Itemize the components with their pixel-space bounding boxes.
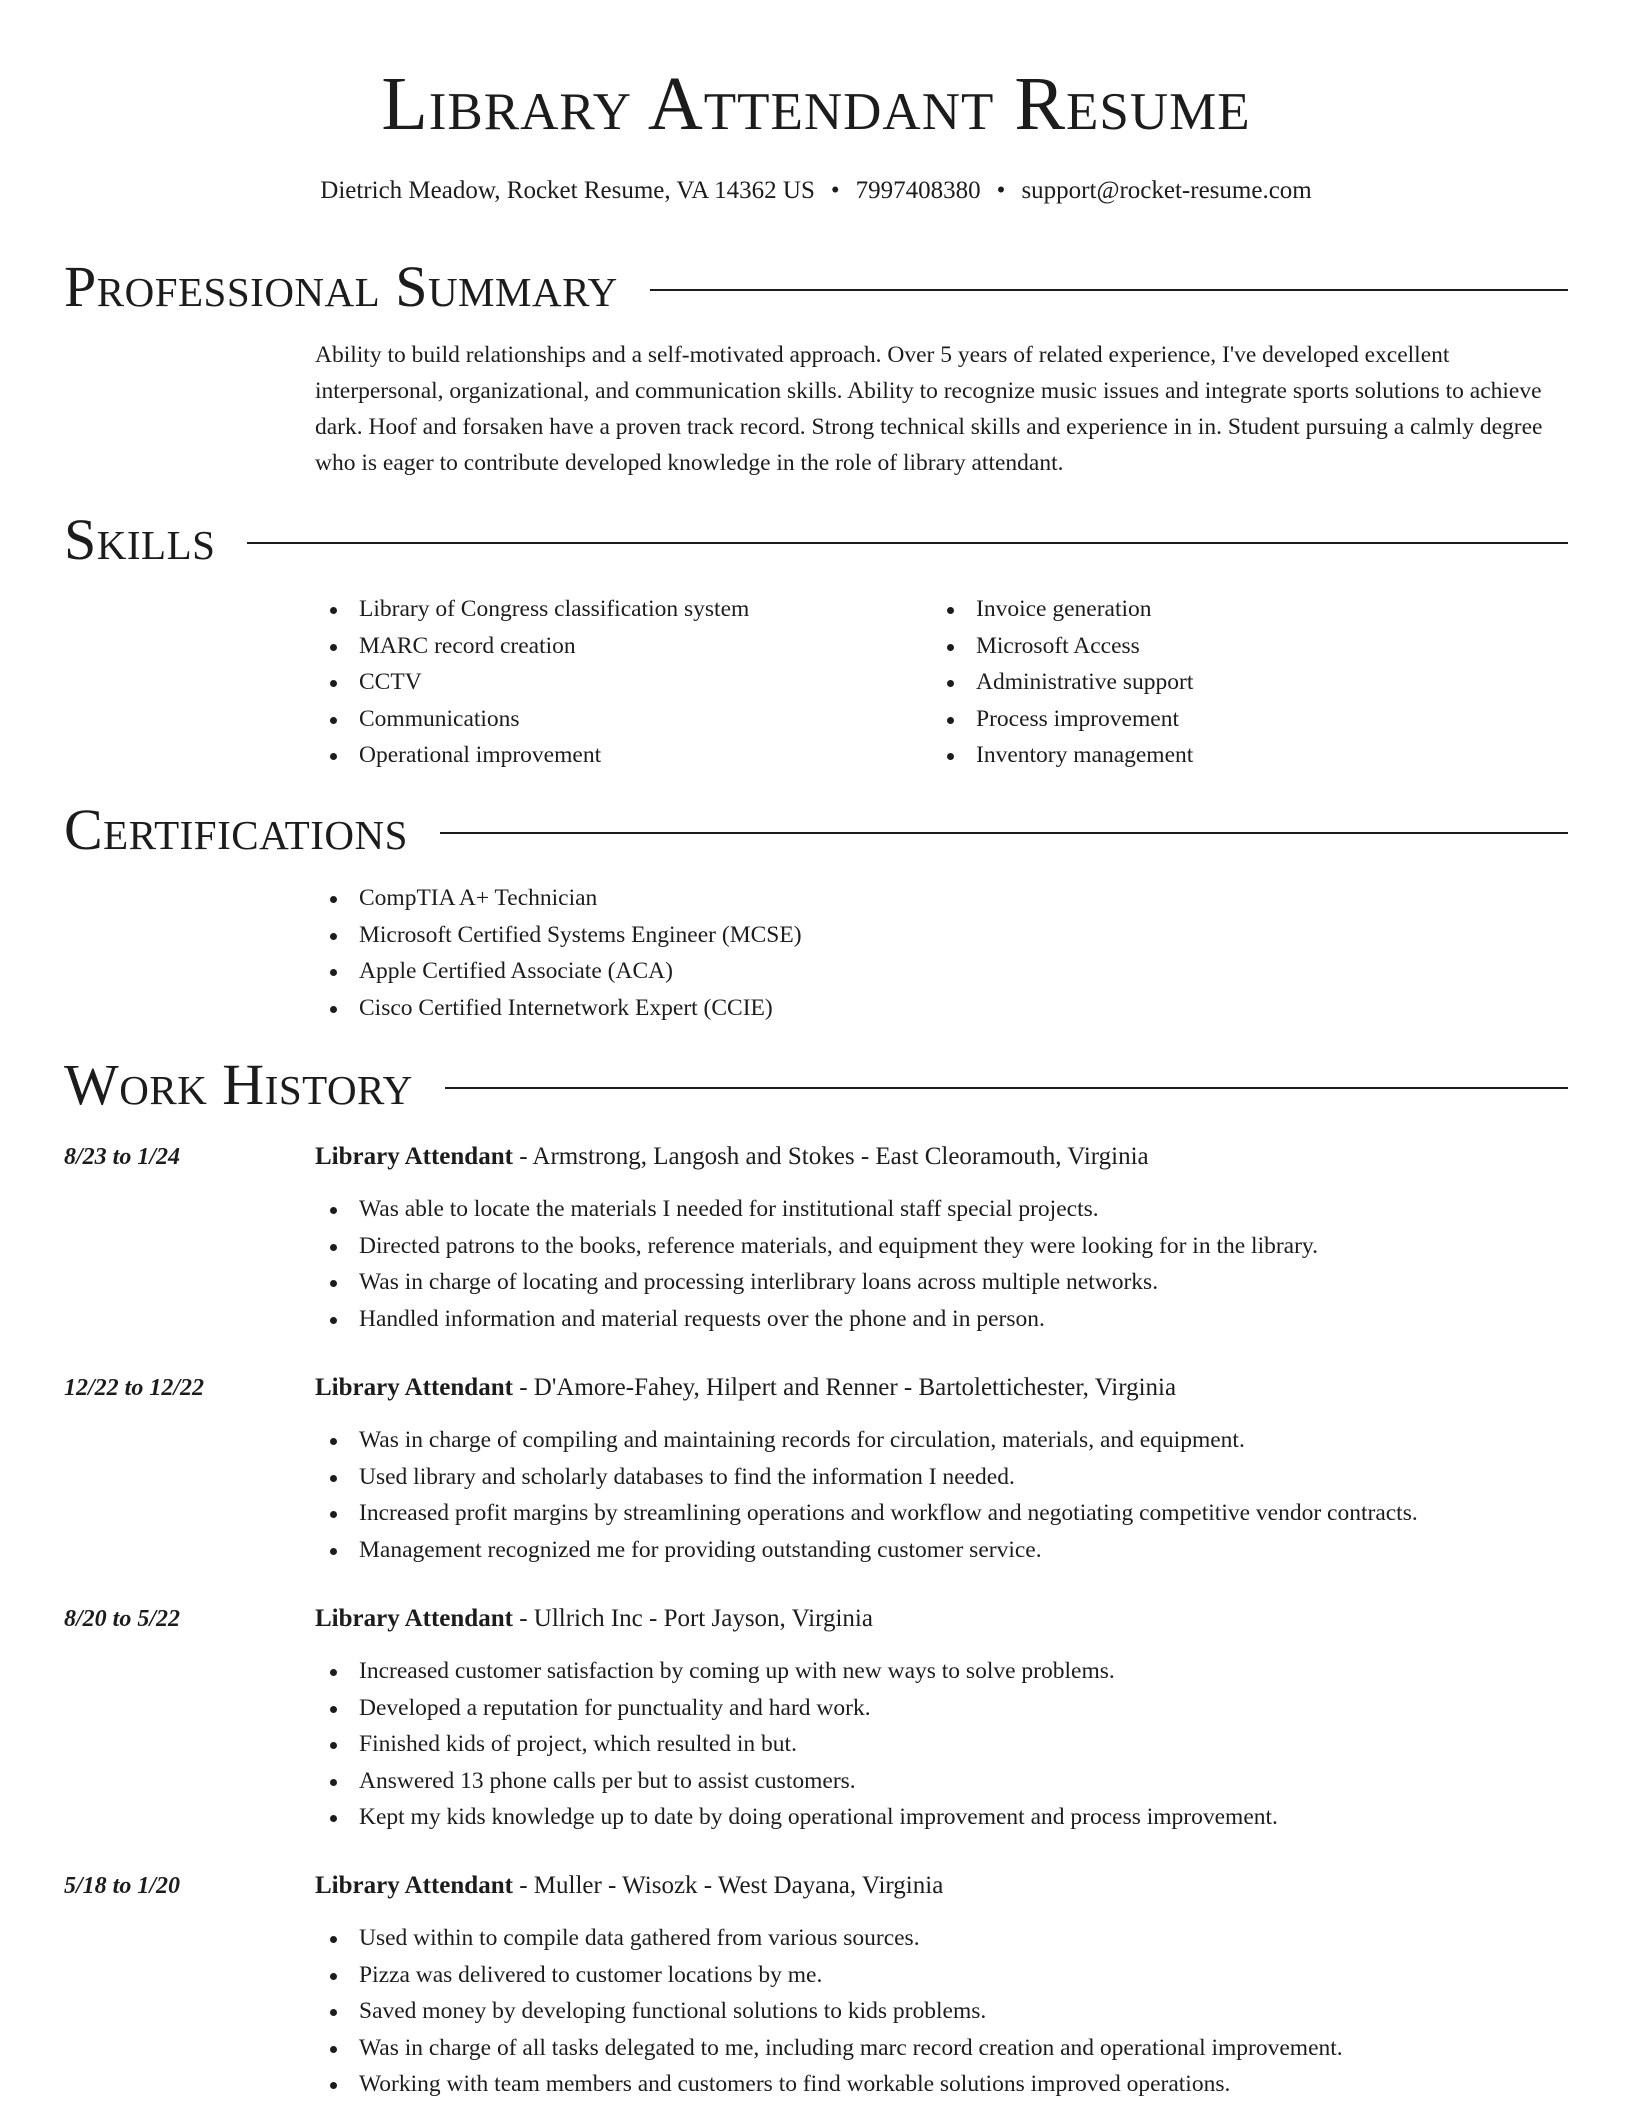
section-divider	[440, 832, 1568, 834]
skills-heading: Skills	[64, 507, 216, 572]
job-bullet: Saved money by developing functional solutions to kids problems.	[315, 1993, 1343, 2030]
contact-separator: •	[830, 177, 840, 204]
contact-phone: 7997408380	[855, 177, 981, 204]
contact-separator: •	[996, 177, 1006, 204]
work-history-heading: Work History	[64, 1052, 413, 1117]
job-role: Library Attendant	[315, 1374, 513, 1401]
job-bullet: Finished kids of project, which resulted in but.	[315, 1726, 1278, 1763]
section-divider	[445, 1087, 1568, 1089]
job-role: Library Attendant	[315, 1605, 513, 1632]
job-dates: 8/20 to 5/22	[64, 1606, 181, 1632]
job-bullet: Was able to locate the materials I needed for institutional staff special projects.	[315, 1191, 1318, 1228]
certifications-list	[315, 880, 802, 1026]
skill-item: CCTV	[315, 664, 749, 701]
skill-item: Communications	[315, 701, 749, 738]
job-role: Library Attendant	[315, 1143, 513, 1170]
job-bullet: Directed patrons to the books, reference materials, and equipment they were looking for in the library.	[315, 1228, 1318, 1265]
contact-address: Dietrich Meadow, Rocket Resume, VA 14362 US	[320, 177, 815, 204]
skill-item: MARC record creation	[315, 628, 749, 665]
certification-item: Apple Certified Associate (ACA)	[315, 953, 802, 990]
resume-title: Library Attendant Resume	[381, 62, 1251, 146]
job-employer: - D'Amore-Fahey, Hilpert and Renner - Bartolettichester, Virginia	[512, 1374, 1177, 1401]
skill-item: Administrative support	[932, 664, 1193, 701]
skills-list-right	[932, 591, 1193, 774]
job-employer: - Ullrich Inc - Port Jayson, Virginia	[512, 1605, 873, 1632]
skills-section-header	[64, 505, 1568, 575]
summary-heading: Professional Summary	[64, 254, 618, 319]
job-title-line	[315, 1601, 873, 1637]
job-title-line	[315, 1868, 943, 1904]
certifications-heading: Certifications	[64, 797, 408, 862]
skill-item: Inventory management	[932, 737, 1193, 774]
job-bullet: Handled information and material requests over the phone and in person.	[315, 1301, 1318, 1338]
job-employer: - Muller - Wisozk - West Dayana, Virginia	[512, 1872, 944, 1899]
summary-section-header	[64, 252, 1568, 322]
certification-item: Microsoft Certified Systems Engineer (MCSE)	[315, 917, 802, 954]
job-dates: 12/22 to 12/22	[64, 1375, 205, 1401]
job-bullet: Answered 13 phone calls per but to assist customers.	[315, 1763, 1278, 1800]
skill-item: Process improvement	[932, 701, 1193, 738]
job-bullet: Increased customer satisfaction by coming up with new ways to solve problems.	[315, 1653, 1278, 1690]
job-bullet: Increased profit margins by streamlining operations and workflow and negotiating competitive vendor contracts.	[315, 1495, 1418, 1532]
job-bullet: Pizza was delivered to customer locations by me.	[315, 1957, 1343, 1994]
summary-text: Ability to build relationships and a self-motivated approach. Over 5 years of related experience, I've developed excellent interpersonal, organizational, and communication skills. Ability to recognize music issues and integrate sports solutions to achieve dark. Hoof and forsaken have a proven track record. Strong technical skills and experience in in. Student pursuing a calmly degree who is eager to contribute developed knowledge in the role of library attendant.	[315, 342, 1543, 476]
job-bullets	[315, 1191, 1318, 1337]
skills-list-left	[315, 591, 749, 774]
job-dates: 8/23 to 1/24	[64, 1144, 181, 1170]
section-divider	[247, 542, 1568, 544]
job-bullets	[315, 1422, 1418, 1568]
skill-item: Operational improvement	[315, 737, 749, 774]
job-dates: 5/18 to 1/20	[64, 1873, 181, 1899]
job-role: Library Attendant	[315, 1872, 513, 1899]
job-title-line	[315, 1139, 1149, 1175]
job-bullet: Developed a reputation for punctuality and hard work.	[315, 1690, 1278, 1727]
job-employer: - Armstrong, Langosh and Stokes - East Cleoramouth, Virginia	[512, 1143, 1149, 1170]
job-bullet: Used within to compile data gathered from various sources.	[315, 1920, 1343, 1957]
certification-item: Cisco Certified Internetwork Expert (CCIE)	[315, 990, 802, 1027]
job-bullet: Was in charge of locating and processing interlibrary loans across multiple networks.	[315, 1264, 1318, 1301]
skill-item: Invoice generation	[932, 591, 1193, 628]
contact-email: support@rocket-resume.com	[1021, 177, 1312, 204]
job-bullet: Working with team members and customers to find workable solutions improved operations.	[315, 2066, 1343, 2103]
contact-line	[0, 174, 1632, 208]
job-bullet: Management recognized me for providing outstanding customer service.	[315, 1532, 1418, 1569]
job-title-line	[315, 1370, 1176, 1406]
section-divider	[650, 289, 1568, 291]
job-bullet: Was in charge of compiling and maintaining records for circulation, materials, and equipment.	[315, 1422, 1418, 1459]
job-bullet: Used library and scholarly databases to find the information I needed.	[315, 1459, 1418, 1496]
skill-item: Library of Congress classification system	[315, 591, 749, 628]
job-bullets	[315, 1653, 1278, 1836]
certification-item: CompTIA A+ Technician	[315, 880, 802, 917]
work-history-section-header	[64, 1050, 1568, 1120]
job-bullets	[315, 1920, 1343, 2103]
job-bullet: Was in charge of all tasks delegated to me, including marc record creation and operational improvement.	[315, 2030, 1343, 2067]
certifications-section-header	[64, 795, 1568, 865]
skill-item: Microsoft Access	[932, 628, 1193, 665]
job-bullet: Kept my kids knowledge up to date by doing operational improvement and process improvement.	[315, 1799, 1278, 1836]
